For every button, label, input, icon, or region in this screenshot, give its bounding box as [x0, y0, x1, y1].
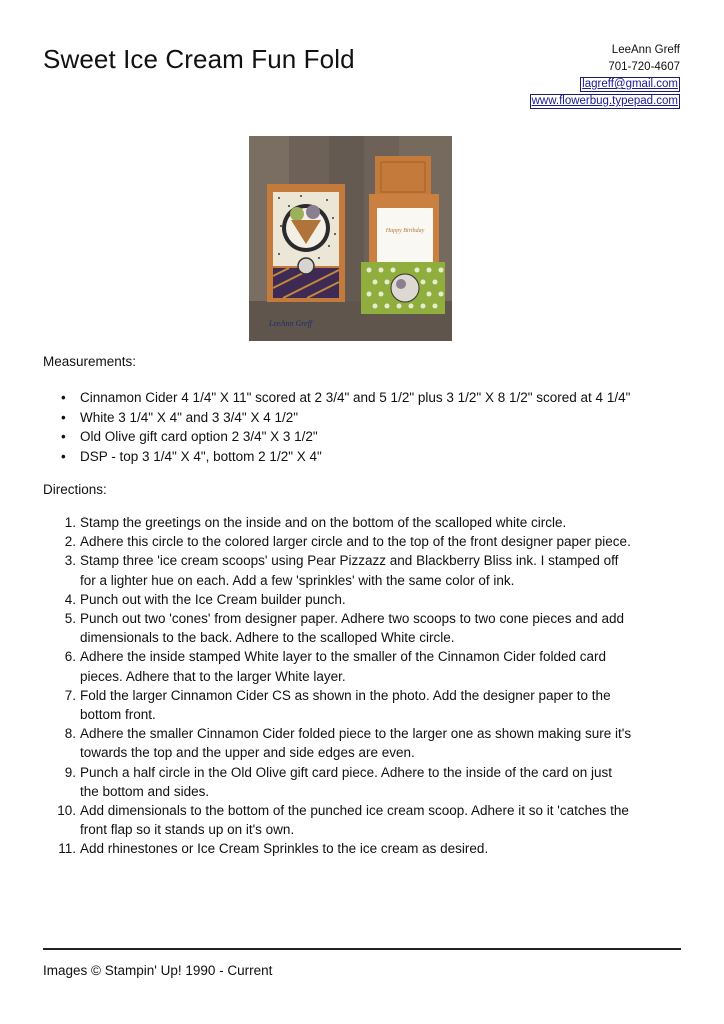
direction-step — [44, 647, 684, 685]
step-number: 5. — [64, 611, 76, 627]
step-text-line: towards the top and the upper and side edges are even. — [80, 745, 415, 761]
direction-step — [44, 513, 684, 532]
photo-watermark: LeeAnn Greff — [269, 319, 313, 328]
step-text-line: Stamp the greetings on the inside and on the bottom of the scalloped white circle. — [80, 515, 567, 530]
step-text-line: the bottom and sides. — [80, 783, 210, 799]
directions-heading: Directions: — [43, 482, 107, 497]
step-text-line: Adhere this circle to the colored larger circle and to the top of the front designer paper piece. — [80, 534, 631, 550]
measurement-item: • Cinnamon Cider 4 1/4" X 11" scored at 2 3/4" and 5 1/2" plus 3 1/2" X 8 1/2" scored at 4 1/4" — [61, 388, 630, 408]
step-text-line: Add dimensionals to the bottom of the punched ice cream scoop. Adhere it so it 'catches the — [80, 803, 629, 819]
step-text-line: Punch out with the Ice Cream builder punch. — [80, 591, 346, 607]
step-number: 7. — [64, 687, 76, 703]
contact-name: LeeAnn Greff — [611, 44, 680, 56]
step-text-line: Punch a half circle in the Old Olive gift card piece. Adhere to the inside of the card on just — [80, 764, 613, 780]
measurements-heading: Measurements: — [43, 354, 137, 369]
direction-step — [44, 839, 684, 858]
step-number: 3. — [64, 553, 76, 569]
direction-step — [44, 609, 684, 647]
direction-step — [44, 686, 684, 724]
step-number: 8. — [64, 726, 76, 742]
direction-step — [44, 801, 684, 839]
step-text-line: Punch out two 'cones' from designer paper. Adhere two scoops to two cone pieces and add — [80, 611, 624, 627]
step-number: 9. — [64, 764, 76, 780]
step-text-line: pieces. Adhere that to the larger White layer. — [80, 668, 346, 684]
step-text-line: Fold the larger Cinnamon Cider CS as shown in the photo. Add the designer paper to the — [80, 687, 611, 703]
contact-website-link[interactable]: www.flowerbug.typepad.com — [531, 95, 678, 107]
step-text-line: for a lighter hue on each. Add a few 'sprinkles' with the same color of ink. — [80, 572, 515, 588]
measurement-item: • Old Olive gift card option 2 3/4" X 3 1/2" — [61, 427, 630, 447]
step-text-line: Add rhinestones or Ice Cream Sprinkles to the ice cream as desired. — [80, 841, 489, 857]
step-text-line: Adhere the smaller Cinnamon Cider folded piece to the larger one as shown making sure it's — [80, 726, 632, 742]
direction-step — [44, 724, 684, 762]
step-text-line: front flap so it stands up on it's own. — [80, 822, 295, 838]
direction-step — [44, 532, 684, 551]
contact-block — [530, 42, 680, 110]
step-text-line: bottom front. — [80, 707, 156, 723]
directions-list — [44, 513, 684, 859]
step-text-line: Stamp three 'ice cream scoops' using Pear Pizzazz and Blackberry Bliss ink. I stamped off — [80, 553, 619, 569]
footer-copyright: Images © Stampin' Up! 1990 - Current — [43, 963, 273, 978]
step-number: 10. — [57, 803, 76, 819]
measurements-list — [61, 388, 630, 466]
step-number: 1. — [64, 515, 76, 530]
direction-step — [44, 551, 684, 589]
contact-phone: 701-720-4607 — [608, 61, 680, 73]
card-greeting-text: Happy Birthday — [385, 228, 425, 234]
step-text-line: Adhere the inside stamped White layer to the smaller of the Cinnamon Cider folded card — [80, 649, 607, 665]
direction-step — [44, 763, 684, 801]
step-number: 2. — [64, 534, 76, 550]
card-photo-illustration — [249, 136, 452, 341]
footer-divider — [43, 948, 681, 950]
step-number: 11. — [58, 841, 76, 857]
page-title: Sweet Ice Cream Fun Fold — [43, 44, 355, 74]
contact-email-link[interactable]: lagreff@gmail.com — [582, 78, 678, 90]
step-number: 6. — [64, 649, 76, 665]
direction-step — [44, 590, 684, 609]
measurement-item: • DSP - top 3 1/4" X 4", bottom 2 1/2" X 4" — [61, 447, 630, 467]
card-photo — [249, 136, 452, 341]
measurement-item: • White 3 1/4" X 4" and 3 3/4" X 4 1/2" — [61, 408, 630, 428]
step-number: 4. — [64, 591, 76, 607]
step-text-line: dimensionals to the back. Adhere to the scalloped White circle. — [80, 630, 455, 646]
